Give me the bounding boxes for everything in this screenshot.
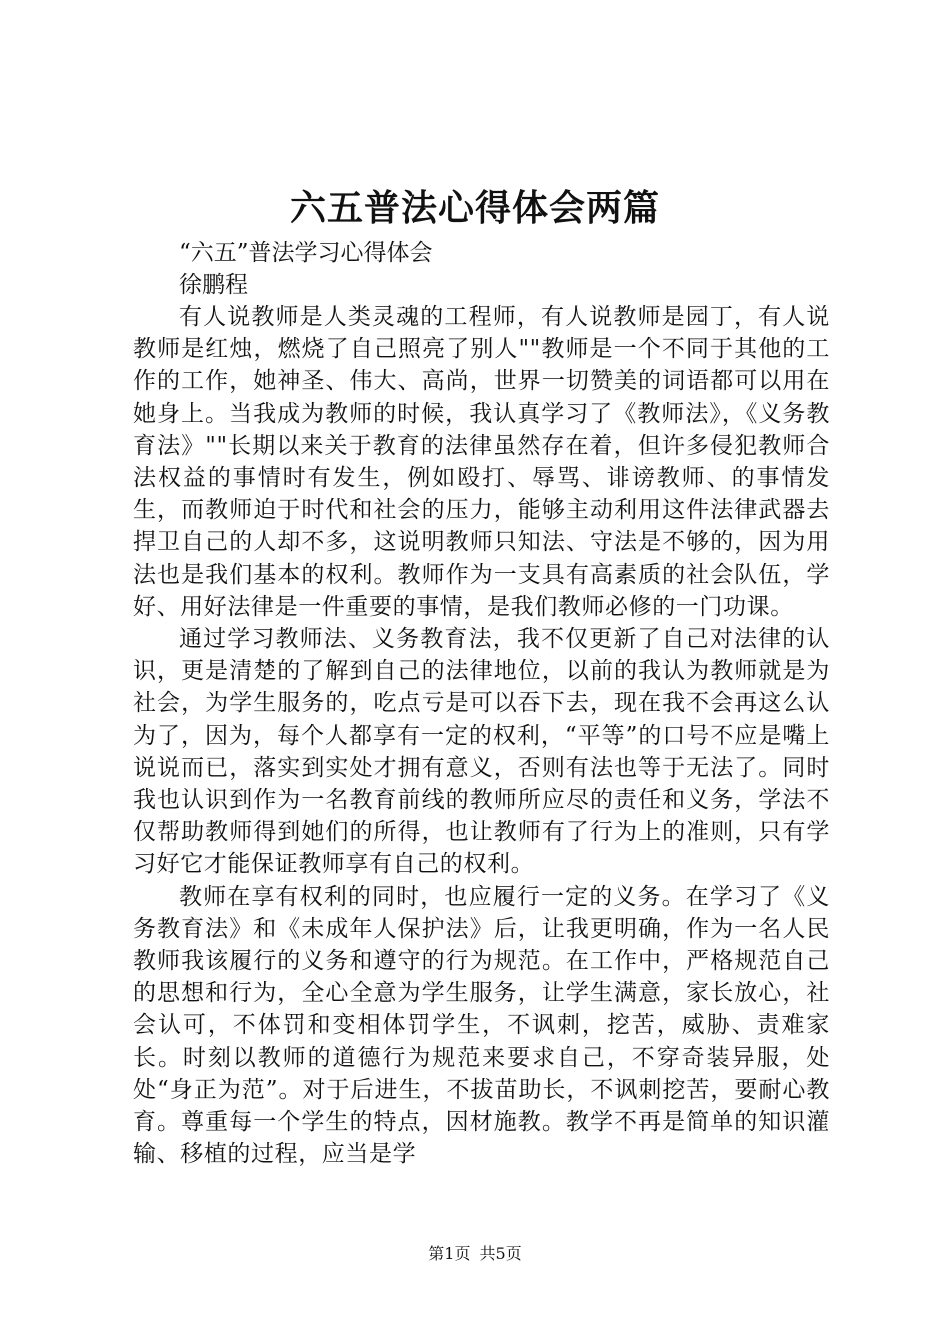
- document-subtitle: “六五”普法学习心得体会: [179, 240, 433, 266]
- paragraph-1: 有人说教师是人类灵魂的工程师，有人说教师是园丁，有人说教师是红烛，燃烧了自己照亮了别人""教师是一个不同于其他的工作的工作，她神圣、伟大、高尚，世界一切赞美的词语都可以用在她身上。当我成为教师的时候，我认真学习了《教师法》，《义务教育法》""长期以来关于教育的法律虽然存在着，但许多侵犯教师合法权益的事情时有发生，例如殴打、辱骂、诽谤教师、的事情发生，而教师迫于时代和社会的压力，能够主动利用这件法律武器去捍卫自己的人却不多，这说明教师只知法、守法是不够的，因为用法也是我们基本的权利。教师作为一支具有高素质的社会队伍，学好、用好法律是一件重要的事情，是我们教师必修的一门功课。: [133, 304, 830, 620]
- page-footer: [0, 1243, 950, 1265]
- page-total: 共5页: [479, 1244, 522, 1263]
- paragraph-3: 教师在享有权利的同时，也应履行一定的义务。在学习了《义务教育法》和《未成年人保护法》后，让我更明确，作为一名人民教师我该履行的义务和遵守的行为规范。在工作中，严格规范自己的思想和行为，全心全意为学生服务，让学生满意，家长放心，社会认可，不体罚和变相体罚学生，不讽刺，挖苦，威胁、责难家长。时刻以教师的道德行为规范来要求自己，不穿奇装异服，处处“身正为范”。对于后进生，不拔苗助长，不讽刺挖苦，要耐心教育。尊重每一个学生的特点，因材施教。教学不再是简单的知识灌输、移植的过程，应当是学: [133, 883, 830, 1168]
- page-number: 第1页: [428, 1244, 471, 1263]
- author-name: 徐鹏程: [179, 272, 248, 298]
- paragraph-2: 通过学习教师法、义务教育法，我不仅更新了自己对法律的认识，更是清楚的了解到自己的法律地位，以前的我认为教师就是为社会，为学生服务的，吃点亏是可以吞下去，现在我不会再这么认为了，因为，每个人都享有一定的权利，“平等”的口号不应是嘴上说说而已，落实到实处才拥有意义，否则有法也等于无法了。同时我也认识到作为一名教育前线的教师所应尽的责任和义务，学法不仅帮助教师得到她们的所得，也让教师有了行为上的准则，只有学习好它才能保证教师享有自己的权利。: [133, 626, 830, 878]
- document-body: [133, 237, 830, 1170]
- document-title: 六五普法心得体会两篇: [289, 187, 660, 229]
